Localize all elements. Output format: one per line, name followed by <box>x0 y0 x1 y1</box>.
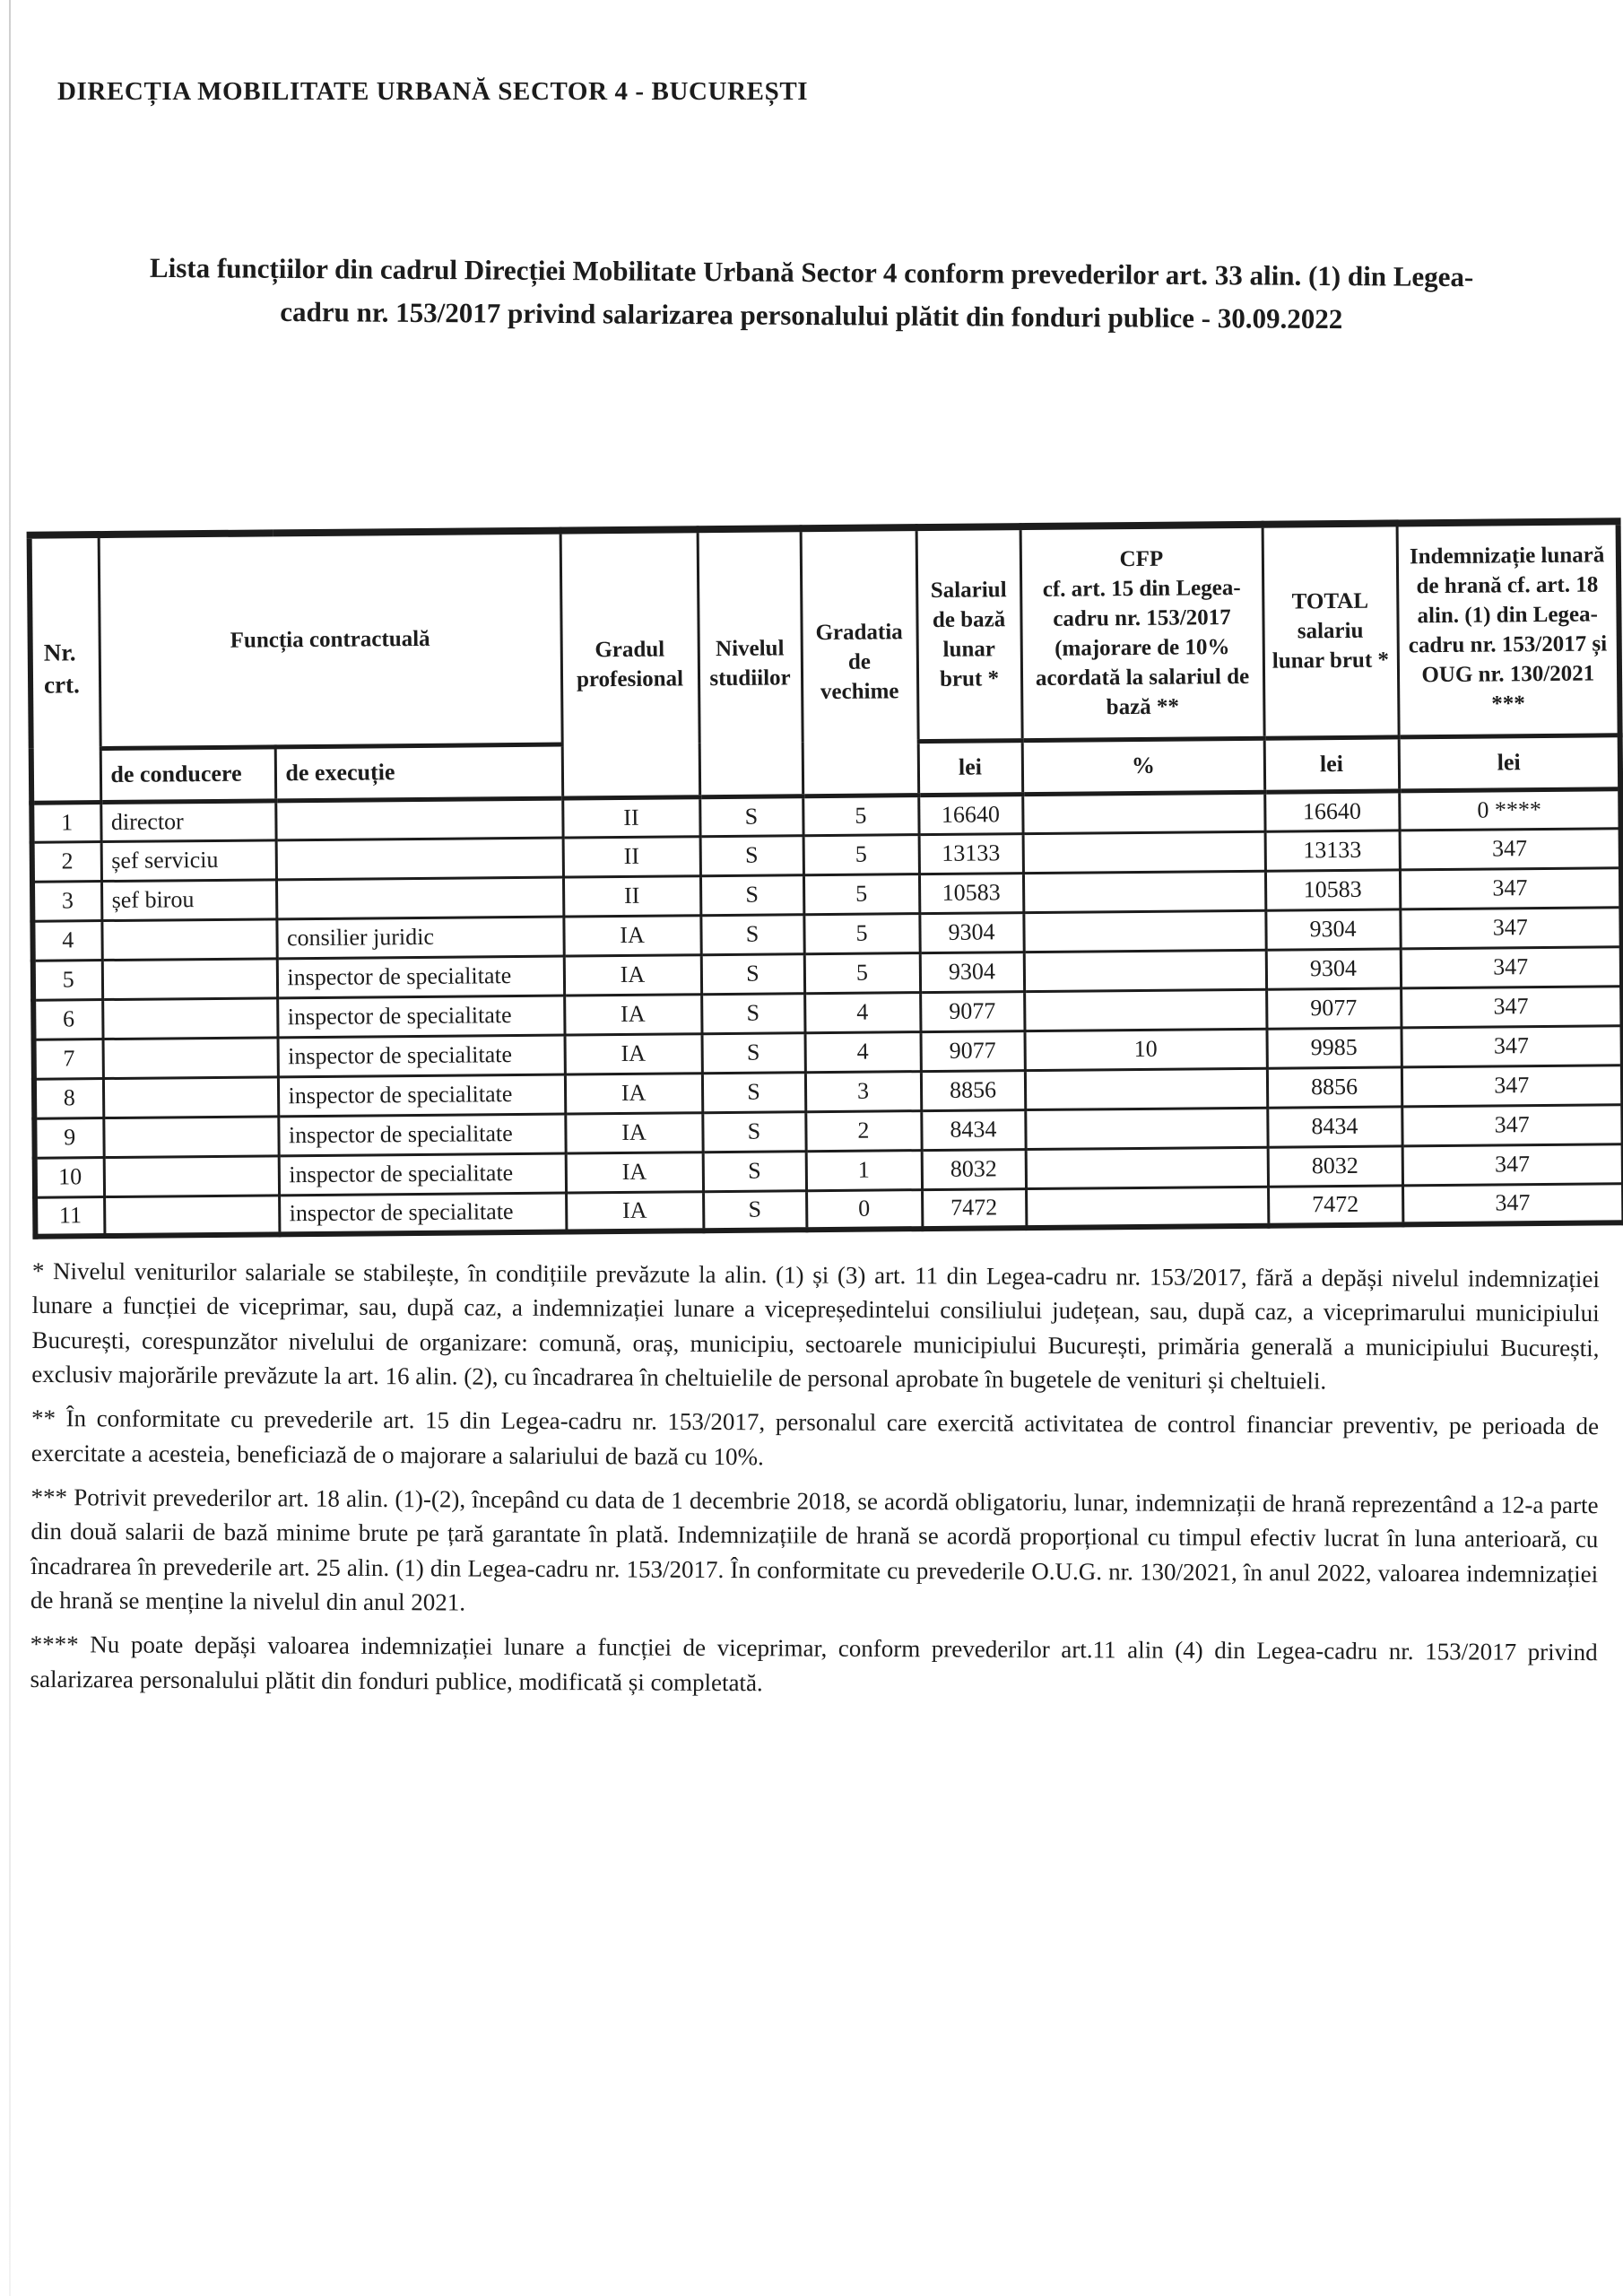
cell-nr: 4 <box>32 920 101 961</box>
cell-functie-executie: inspector de specialitate <box>277 996 564 1038</box>
subheader-executie: de execuție <box>275 744 563 801</box>
cell-cfp-pct <box>1024 950 1266 991</box>
cell-functie-conducere: șef serviciu <box>101 839 276 881</box>
cell-salariu-lei: 9077 <box>921 1031 1025 1071</box>
cell-indemnizatie-lei: 347 <box>1402 1144 1623 1185</box>
cell-functie-conducere <box>104 1195 279 1236</box>
cell-total-lei: 10583 <box>1265 869 1400 909</box>
cell-nr: 3 <box>32 881 101 921</box>
cell-grad: IA <box>563 915 700 955</box>
cell-nr: 7 <box>34 1039 103 1079</box>
cell-indemnizatie-lei: 347 <box>1401 1025 1622 1066</box>
cell-salariu-lei: 8856 <box>921 1070 1025 1110</box>
cell-salariu-lei: 9304 <box>920 952 1024 992</box>
footnote-1: * Nivelul veniturilor salariale se stabilește, în condițiile prevăzute la alin. (1) și (3) art. 11 din Legea-cadru nr. 153/2017, fără a depăși nivelul indemnizației lunare a funcției de viceprimar, sau, după caz, a indemnizației lunare a vicepreședintelui consiliului județean, sau, după caz, a viceprimarului municipiului București, corespunzător nivelului de organizare: comună, oraș, municipiu, sectoarele municipiului București, primăria generală a municipiului București, exclusiv majorările prevăzute la art. 16 alin. (2), cu încadrarea în cheltuielile de personal aprobate în bugetele de venituri și cheltuieli. <box>31 1257 1600 1395</box>
cell-functie-executie: inspector de specialitate <box>277 956 564 998</box>
cell-functie-executie <box>276 838 563 880</box>
cell-functie-conducere <box>103 1037 278 1078</box>
cell-functie-conducere <box>103 1116 278 1157</box>
cell-indemnizatie-lei: 347 <box>1402 1183 1623 1224</box>
cell-indemnizatie-lei: 347 <box>1402 1065 1623 1106</box>
cell-gradatie: 5 <box>803 834 919 874</box>
cell-grad: II <box>562 796 699 837</box>
cell-functie-conducere: șef birou <box>101 879 276 920</box>
cell-grad: IA <box>566 1191 703 1231</box>
cell-functie-executie <box>275 798 562 840</box>
cfp-title: CFP <box>1119 546 1164 571</box>
footnotes <box>30 1254 1600 1714</box>
col-header-total: TOTAL salariu lunar brut * <box>1263 523 1399 737</box>
cell-grad: II <box>563 875 700 916</box>
cell-gradatie: 0 <box>806 1189 922 1230</box>
cell-salariu-lei: 13133 <box>919 833 1023 874</box>
cell-cfp-pct <box>1024 989 1266 1031</box>
cell-indemnizatie-lei: 347 <box>1402 1104 1623 1145</box>
subtitle-line-1: Lista funcțiilor din cadrul Direcției Mobilitate Urbană Sector 4 conform prevederilor art. 33 alin. (1) din Legea- <box>149 251 1474 293</box>
unit-cfp: % <box>1022 738 1265 794</box>
cell-total-lei: 7472 <box>1268 1185 1402 1225</box>
cell-grad: II <box>563 836 700 876</box>
cell-salariu-lei: 16640 <box>918 794 1022 834</box>
cell-total-lei: 16640 <box>1264 790 1399 831</box>
cell-gradatie: 4 <box>805 1031 921 1072</box>
cell-nivel: S <box>701 993 804 1033</box>
cell-cfp-pct <box>1026 1147 1268 1188</box>
cell-indemnizatie-lei: 347 <box>1400 907 1621 948</box>
cell-cfp-pct: 10 <box>1025 1029 1267 1070</box>
cell-salariu-lei: 7472 <box>922 1188 1026 1229</box>
cell-functie-executie: inspector de specialitate <box>279 1193 566 1235</box>
document-subtitle <box>63 246 1561 343</box>
cell-total-lei: 9304 <box>1265 909 1400 949</box>
cell-functie-conducere <box>101 918 276 960</box>
cell-total-lei: 9304 <box>1266 948 1401 988</box>
salary-table <box>27 517 1623 1239</box>
cell-functie-executie: inspector de specialitate <box>278 1114 565 1156</box>
cell-nr: 1 <box>31 802 100 842</box>
cell-indemnizatie-lei: 347 <box>1401 986 1622 1027</box>
cell-nr: 5 <box>33 960 102 1000</box>
cell-grad: IA <box>565 1073 702 1113</box>
col-header-nr-crt: Nr. crt. <box>30 535 101 803</box>
salary-table-wrapper <box>27 517 1623 1239</box>
cell-nivel: S <box>703 1151 806 1191</box>
scanner-edge-artifact <box>9 0 11 2296</box>
cell-total-lei: 9985 <box>1266 1027 1401 1067</box>
unit-indemnizatie: lei <box>1399 735 1621 790</box>
col-header-indemnizatie: Indemnizație lunară de hrană cf. art. 18 alin. (1) din Legea-cadru nr. 153/2017 și OUG nr. 130/2021 *** <box>1397 521 1620 736</box>
cell-functie-conducere: director <box>100 800 275 841</box>
col-header-functia: Funcția contractuală <box>99 531 562 748</box>
cell-nr: 9 <box>34 1118 103 1158</box>
footnote-2: ** În conformitate cu prevederile art. 15 din Legea-cadru nr. 153/2017, personalul care exercită activitatea de control financiar preventiv, pe perioada de exercitate a acesteia, beneficiază de o majorare a salariului de bază cu 10%. <box>30 1405 1600 1470</box>
cell-nivel: S <box>702 1072 805 1112</box>
cell-functie-executie: inspector de specialitate <box>279 1153 566 1196</box>
subtitle-line-2: cadru nr. 153/2017 privind salarizarea personalului plătit din fonduri publice - 30.09.2022 <box>280 295 1343 335</box>
col-header-salariul: Salariul de bază lunar brut * <box>916 526 1022 741</box>
cell-salariu-lei: 8032 <box>922 1149 1026 1189</box>
cell-salariu-lei: 8434 <box>921 1109 1025 1150</box>
cell-indemnizatie-lei: 347 <box>1401 946 1622 987</box>
unit-total: lei <box>1264 736 1400 791</box>
cell-functie-executie: consilier juridic <box>276 917 563 959</box>
col-header-nivel: Nivelul studiilor <box>698 528 803 796</box>
org-title: DIRECȚIA MOBILITATE URBANĂ SECTOR 4 - BUCUREȘTI <box>57 77 809 106</box>
cell-nivel: S <box>702 1032 805 1073</box>
cell-nivel: S <box>700 835 803 875</box>
cell-indemnizatie-lei: 347 <box>1400 867 1621 909</box>
cell-gradatie: 5 <box>804 952 920 993</box>
cell-gradatie: 2 <box>805 1110 921 1151</box>
cell-grad: IA <box>566 1152 703 1192</box>
cell-grad: IA <box>564 994 701 1034</box>
cell-gradatie: 5 <box>803 795 918 835</box>
cell-gradatie: 3 <box>805 1071 921 1111</box>
cell-salariu-lei: 10583 <box>919 873 1023 913</box>
unit-salariu: lei <box>918 740 1023 795</box>
cell-nivel: S <box>700 914 803 954</box>
cell-functie-conducere <box>103 1076 278 1118</box>
cell-nivel: S <box>699 796 803 836</box>
cell-salariu-lei: 9077 <box>920 991 1024 1031</box>
cell-total-lei: 8434 <box>1267 1106 1402 1146</box>
cell-nivel: S <box>703 1190 806 1231</box>
cell-nr: 2 <box>32 841 101 882</box>
header-row-main <box>30 521 1620 748</box>
cell-nr: 6 <box>33 999 102 1039</box>
cell-cfp-pct <box>1023 831 1265 873</box>
cell-total-lei: 9077 <box>1266 987 1401 1028</box>
cfp-text: cf. art. 15 din Legea-cadru nr. 153/2017 (majorare de 10% acordată la salariul de bază ** <box>1035 575 1250 720</box>
cell-nr: 8 <box>34 1078 103 1118</box>
cell-grad: IA <box>564 954 701 995</box>
cell-functie-executie: inspector de specialitate <box>278 1074 565 1117</box>
cell-gradatie: 4 <box>804 992 920 1032</box>
cell-gradatie: 5 <box>803 874 919 914</box>
footnote-4: **** Nu poate depăși valoarea indemnizației lunare a funcției de viceprimar, conform prevederilor art.11 alin (4) din Legea-cadru nr. 153/2017 privind salarizarea personalului plătit din fonduri publice, modificată și completată. <box>30 1631 1598 1696</box>
cell-total-lei: 8856 <box>1267 1066 1402 1107</box>
footnote-3: *** Potrivit prevederilor art. 18 alin. (1)-(2), începând cu data de 1 decembrie 2018, se acordă obligatoriu, lunar, indemnizații de hrană reprezentând a 12-a parte din două salarii de bază minime brute pe țară garantate în plată. Indemnizațiile de hrană se acordă proporțional cu timpul efectiv lucrat în luna anterioară, cu încadrarea în prevederile art. 25 alin. (1) din Legea-cadru nr. 153/2017. În conformitate cu prevederile O.U.G. nr. 130/2021, în anul 2022, valoarea indemnizației de hrană se menține la nivelul din anul 2021. <box>30 1483 1599 1616</box>
subheader-conducere: de conducere <box>100 746 276 802</box>
cell-functie-executie <box>276 877 563 919</box>
cell-functie-conducere <box>104 1155 279 1196</box>
col-header-gradatia: Gradatia de vechime <box>801 527 919 796</box>
cell-nivel: S <box>701 953 804 994</box>
cell-salariu-lei: 9304 <box>919 912 1023 952</box>
cell-nr: 10 <box>35 1157 104 1197</box>
cell-grad: IA <box>565 1112 702 1152</box>
cell-cfp-pct <box>1023 910 1265 952</box>
cell-nivel: S <box>700 874 803 915</box>
cell-nr: 11 <box>35 1196 104 1237</box>
col-header-grad: Gradul profesional <box>560 529 700 797</box>
cell-functie-executie: inspector de specialitate <box>278 1035 565 1077</box>
cell-total-lei: 8032 <box>1268 1145 1402 1186</box>
cell-cfp-pct <box>1023 871 1265 912</box>
cell-gradatie: 5 <box>803 913 919 953</box>
cell-nivel: S <box>702 1111 805 1152</box>
cell-indemnizatie-lei: 347 <box>1400 828 1621 869</box>
cell-indemnizatie-lei: 0 **** <box>1399 788 1620 830</box>
cell-cfp-pct <box>1025 1068 1267 1109</box>
cell-gradatie: 1 <box>806 1150 922 1190</box>
cell-cfp-pct <box>1022 792 1264 833</box>
cell-functie-conducere <box>102 997 277 1039</box>
col-header-cfp <box>1020 525 1264 740</box>
cell-cfp-pct <box>1025 1108 1267 1149</box>
cell-functie-conducere <box>102 958 277 999</box>
cell-total-lei: 13133 <box>1265 830 1400 870</box>
cell-cfp-pct <box>1026 1187 1268 1228</box>
cell-grad: IA <box>565 1033 702 1074</box>
